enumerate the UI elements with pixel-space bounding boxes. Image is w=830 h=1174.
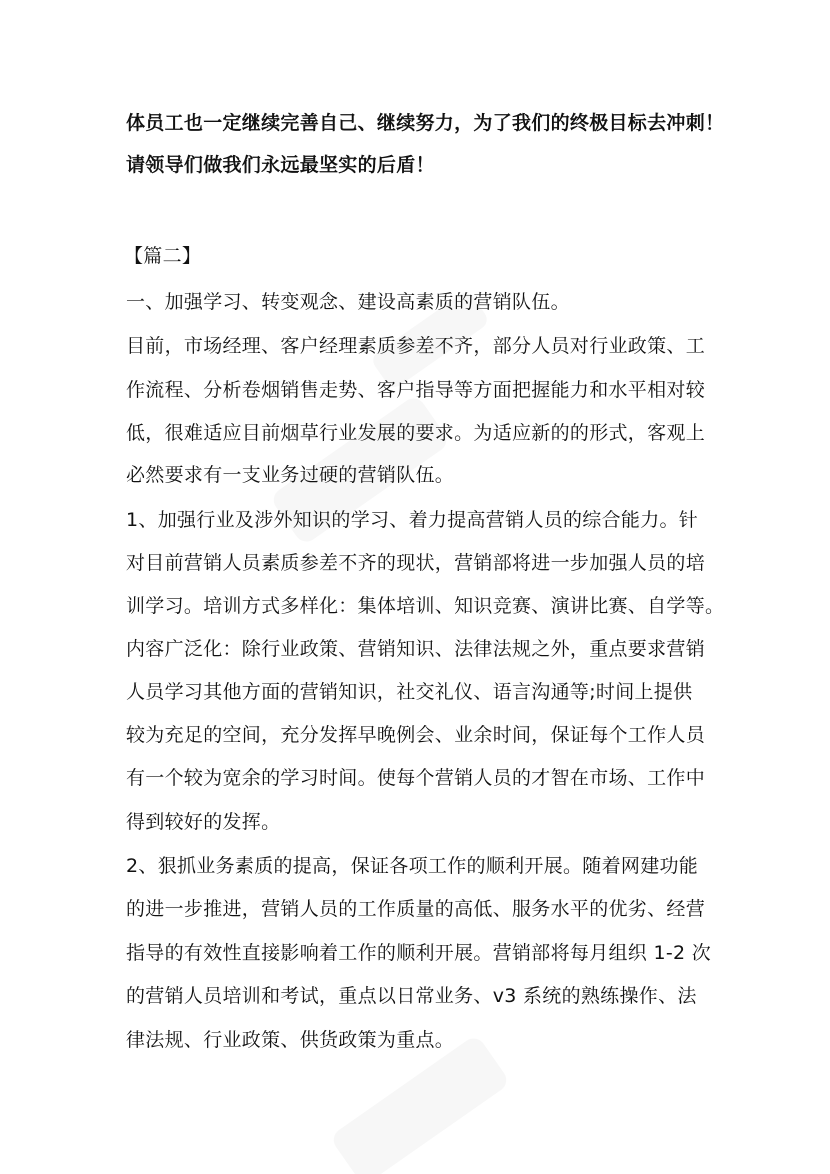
para2-line-6: 较为充足的空间，充分发挥早晚例会、业余时间，保证每个工作人员 xyxy=(126,724,706,746)
para2-line-7: 有一个较为宽余的学习时间。使每个营销人员的才智在市场、工作中 xyxy=(126,767,706,789)
para1-line-3: 低，很难适应目前烟草行业发展的要求。为适应新的的形式，客观上 xyxy=(126,422,706,444)
para2-line-8: 得到较好的发挥。 xyxy=(126,811,281,833)
intro-line-2: 请领导们做我们永远最坚实的后盾！ xyxy=(126,154,435,176)
para2-line-4: 内容广泛化：除行业政策、营销知识、法律法规之外，重点要求营销 xyxy=(126,638,706,660)
section-title: 一、加强学习、转变观念、建设高素质的营销队伍。 xyxy=(126,291,570,313)
para1-line-1: 目前，市场经理、客户经理素质参差不齐，部分人员对行业政策、工 xyxy=(126,335,706,357)
intro-line-1: 体员工也一定继续完善自己、继续努力，为了我们的终极目标去冲刺！ xyxy=(126,112,725,134)
para3-line-4: 的营销人员培训和考试，重点以日常业务、v3 系统的熟练操作、法 xyxy=(126,985,697,1007)
para3-line-1: 2、狠抓业务素质的提高，保证各项工作的顺利开展。随着网建功能 xyxy=(126,855,699,877)
section-heading: 【篇二】 xyxy=(124,245,202,267)
para3-line-2: 的进一步推进，营销人员的工作质量的高低、服务水平的优劣、经营 xyxy=(126,898,706,920)
para2-line-3: 训学习。培训方式多样化：集体培训、知识竞赛、演讲比赛、自学等。 xyxy=(126,595,725,617)
para3-line-5: 律法规、行业政策、供货政策为重点。 xyxy=(126,1029,455,1051)
para3-line-3: 指导的有效性直接影响着工作的顺利开展。营销部将每月组织 1-2 次 xyxy=(126,942,712,964)
para1-line-4: 必然要求有一支业务过硬的营销队伍。 xyxy=(126,464,455,486)
para2-line-2: 对目前营销人员素质参差不齐的现状，营销部将进一步加强人员的培 xyxy=(126,552,706,574)
para2-line-5: 人员学习其他方面的营销知识，社交礼仪、语言沟通等;时间上提供 xyxy=(126,681,693,703)
para1-line-2: 作流程、分析卷烟销售走势、客户指导等方面把握能力和水平相对较 xyxy=(126,379,706,401)
para2-line-1: 1、加强行业及涉外知识的学习、着力提高营销人员的综合能力。针 xyxy=(126,509,699,531)
